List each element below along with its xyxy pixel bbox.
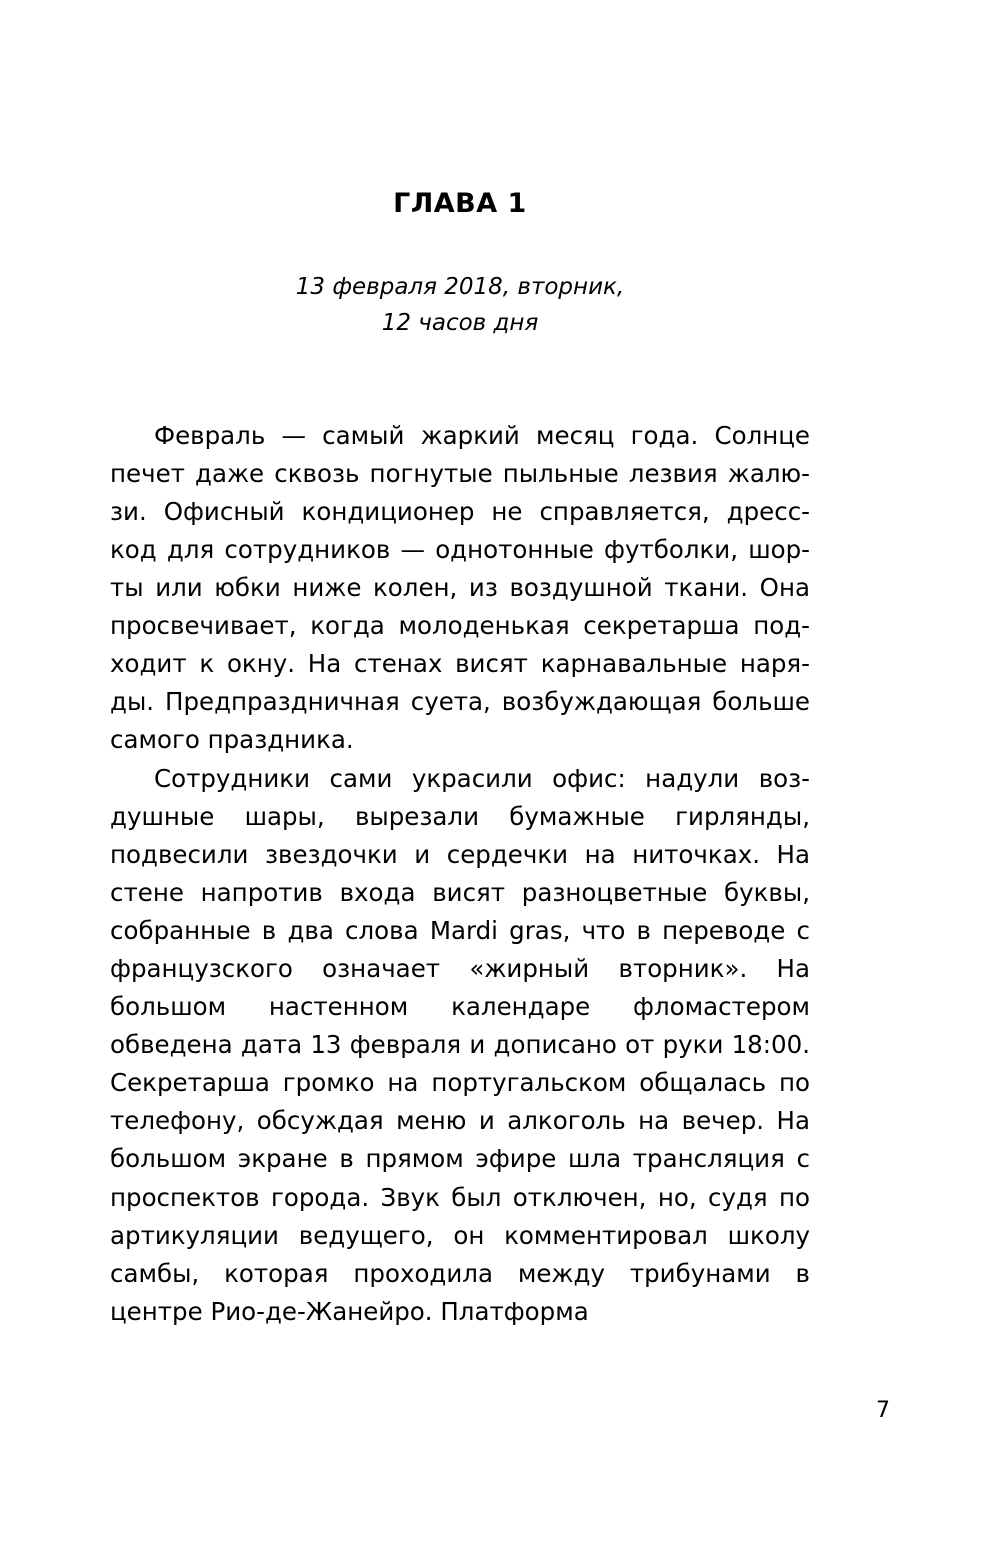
paragraph: Сотрудники сами украсили офис: надули воздушные шары, вырезали бумажные гирлянды, подвесили звездочки и сердечки на ниточках. На стене напротив входа висят разноцветные буквы, собранные в два слова Mardi gras, что в переводе с французского означает «жирный вторник». На большом настенном календаре фломастером обведена дата 13 февраля и дописано от руки 18:00. Секретарша громко на португальском общалась по телефону, обсуждая меню и алкоголь на вечер. На большом экране в прямом эфире шла трансляция с проспектов города. Звук был отключен, но, судя по артикуляции ведущего, он комментировал школу самбы, которая проходила между трибунами в центре Рио-де-Жанейро. Платформа — [110, 763, 810, 1326]
dateline — [110, 270, 810, 341]
page-content-column — [110, 0, 810, 1331]
chapter-title: ГЛАВА 1 — [393, 188, 527, 219]
page-number: 7 — [876, 1398, 890, 1423]
body-text — [110, 417, 810, 1331]
dateline-line-1: 13 февраля 2018, вторник, — [295, 274, 625, 301]
paragraph: Февраль — самый жаркий месяц года. Солнце печет даже сквозь погнутые пыльные лезвия жалюзи. Офисный кондиционер не справляется, дресс-код для сотрудников — однотонные футболки, шорты или юбки ниже колен, из воздушной ткани. Она просвечивает, когда молоденькая секретарша подходит к окну. На стенах висят карнавальные наряды. Предпраздничная суета, возбуждающая больше самого праздника. — [110, 420, 810, 755]
dateline-line-2: 12 часов дня — [381, 310, 539, 337]
